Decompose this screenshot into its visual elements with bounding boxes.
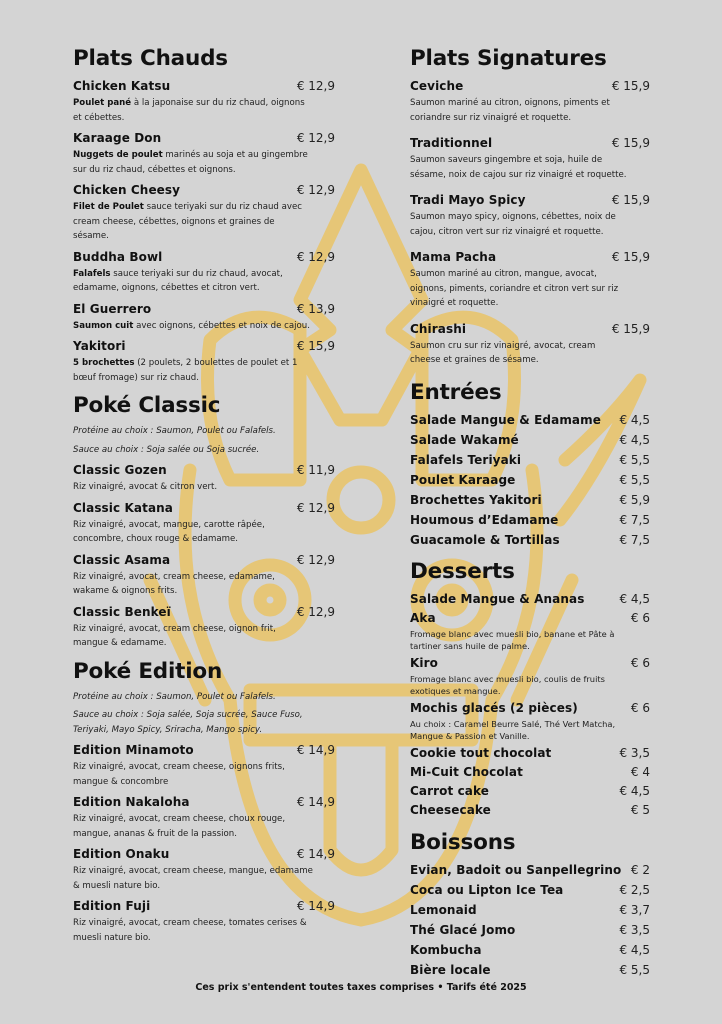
item-price: € 4,5	[619, 591, 650, 606]
item-name: Traditionnel	[410, 136, 493, 150]
item-description	[73, 916, 335, 945]
item-price: € 4,5	[619, 412, 650, 427]
item-name: Chicken Katsu	[73, 79, 171, 93]
section-title: Entrées	[410, 379, 502, 405]
section-title: Poké Classic	[73, 393, 221, 418]
menu-item	[410, 801, 650, 820]
item-price: € 6	[630, 610, 650, 625]
menu-item	[410, 134, 650, 153]
item-description-text: Au choix : Caramel Beurre Salé, Thé Vert Matcha, Mangue & Passion et Vanille.	[410, 718, 616, 741]
menu-section	[73, 657, 335, 946]
menu-item	[73, 551, 335, 570]
item-description	[73, 356, 335, 385]
section-title: Boissons	[410, 829, 516, 855]
item-price: € 7,5	[619, 512, 650, 527]
menu-item	[410, 77, 650, 96]
item-name: Edition Nakaloha	[73, 795, 190, 809]
item-price: € 2,5	[619, 882, 650, 897]
menu-item	[410, 511, 650, 531]
item-name: Classic Gozen	[73, 463, 167, 477]
item-description	[73, 267, 335, 296]
item-description-text: Saumon cru sur riz vinaigré, avocat, cream cheese et graines de sésame.	[410, 340, 596, 365]
item-description	[73, 812, 335, 841]
item-price: € 15,9	[611, 193, 650, 207]
item-price: € 11,9	[296, 463, 335, 477]
item-description-text: (2 poulets, 2 boulettes de poulet et 1 bœuf fromage) sur riz chaud.	[73, 358, 298, 383]
item-price: € 12,9	[296, 604, 335, 619]
item-price: € 3,5	[619, 745, 650, 760]
item-name: Cheesecake	[410, 802, 491, 817]
item-description-highlight: 5 brochettes	[73, 358, 135, 368]
item-name: Chicken Cheesy	[73, 183, 181, 197]
item-description	[410, 153, 650, 182]
item-price: € 14,9	[296, 899, 335, 913]
item-price: € 7,5	[619, 532, 650, 547]
menu-item	[410, 744, 650, 763]
menu-item	[73, 129, 335, 148]
item-name: Salade Mangue & Edamame	[410, 412, 601, 427]
item-price: € 4,5	[619, 783, 650, 798]
item-price: € 15,9	[611, 136, 650, 150]
item-name: Cookie tout chocolat	[410, 745, 552, 760]
menu-item	[73, 248, 335, 267]
section-intro: Protéine au choix : Saumon, Poulet ou Falafels.	[73, 691, 276, 702]
item-description-text: Saumon mariné au citron, oignons, piments et coriandre sur riz vinaigré et roquette.	[410, 98, 610, 123]
item-description-text: Saumon mayo spicy, oignons, cébettes, noix de cajou, citron vert sur riz vinaigré et roquette.	[410, 212, 616, 237]
menu-item	[410, 763, 650, 782]
menu-item	[410, 609, 650, 628]
item-description	[73, 622, 335, 651]
item-price: € 14,9	[296, 795, 335, 809]
menu-item	[410, 451, 650, 471]
menu-item	[410, 411, 650, 431]
menu-item	[410, 861, 650, 881]
item-description-text: Riz vinaigré, avocat, cream cheese, choux rouge, mangue, ananas & fruit de la passion.	[73, 814, 286, 839]
item-description-text: à la japonaise sur du riz chaud, oignons et cébettes.	[73, 98, 305, 123]
item-description	[410, 628, 650, 653]
menu-item	[410, 248, 650, 267]
item-name: Evian, Badoit ou Sanpellegrino	[410, 862, 622, 877]
menu-item	[410, 961, 650, 981]
item-price: € 15,9	[296, 339, 335, 353]
item-description	[73, 518, 335, 547]
menu-item	[73, 77, 335, 96]
item-description-highlight: Nuggets de poulet	[73, 150, 163, 160]
item-description	[73, 480, 335, 495]
item-price: € 3,7	[619, 902, 650, 917]
item-description	[73, 570, 335, 599]
item-description	[73, 200, 335, 244]
item-description-text: Saumon saveurs gingembre et soja, huile de sésame, noix de cajou sur riz vinaigré et roquette.	[410, 155, 627, 180]
item-price: € 5,5	[619, 452, 650, 467]
item-description	[410, 339, 650, 368]
item-price: € 13,9	[296, 301, 335, 316]
item-price: € 3,5	[619, 922, 650, 937]
right-column	[410, 44, 650, 981]
item-name: Karaage Don	[73, 131, 162, 145]
menu-item	[410, 782, 650, 801]
item-description	[410, 267, 650, 311]
item-price: € 14,9	[296, 847, 335, 861]
menu-section	[73, 391, 335, 651]
item-description-text: Riz vinaigré, avocat, mangue, carotte râpée, concombre, choux rouge & edamame.	[73, 519, 265, 544]
item-name: Coca ou Lipton Ice Tea	[410, 882, 564, 897]
item-name: Houmous d’Edamame	[410, 512, 559, 527]
item-name: Edition Onaku	[73, 847, 170, 861]
item-price: € 4	[630, 764, 650, 779]
item-name: Classic Katana	[73, 500, 173, 515]
menu-item	[410, 531, 650, 551]
item-name: Buddha Bowl	[73, 249, 163, 264]
item-name: Yakitori	[73, 339, 126, 353]
item-price: € 15,9	[611, 79, 650, 93]
item-description-highlight: Filet de Poulet	[73, 202, 144, 212]
item-price: € 2	[630, 862, 650, 877]
item-name: Edition Fuji	[73, 899, 151, 913]
item-price: € 15,9	[611, 250, 650, 264]
menu-section	[410, 557, 650, 820]
item-name: Tradi Mayo Spicy	[410, 193, 526, 207]
item-price: € 12,9	[296, 79, 335, 93]
item-description-highlight: Poulet pané	[73, 98, 132, 108]
item-name: Lemonaid	[410, 902, 477, 917]
menu-item	[73, 461, 335, 480]
menu-item	[410, 654, 650, 673]
menu-section	[73, 44, 335, 385]
item-name: Brochettes Yakitori	[410, 492, 542, 507]
menu-item	[410, 431, 650, 451]
menu-item	[73, 793, 335, 812]
menu-section	[410, 828, 650, 981]
footer-note: Ces prix s'entendent toutes taxes comprises • Tarifs été 2025	[195, 982, 527, 993]
item-description	[73, 864, 335, 893]
item-description-highlight: Saumon cuit	[73, 320, 134, 331]
item-description-text: Riz vinaigré, avocat, cream cheese, mangue, edamame & muesli nature bio.	[73, 866, 313, 891]
item-name: Thé Glacé Jomo	[410, 922, 516, 937]
menu-item	[73, 603, 335, 622]
item-description	[410, 210, 650, 239]
menu-item	[410, 320, 650, 339]
item-name: Poulet Karaage	[410, 472, 516, 487]
item-price: € 12,9	[296, 500, 335, 515]
item-description	[73, 96, 335, 125]
item-description-text: Fromage blanc avec muesli bio, coulis de fruits exotiques et mangue.	[410, 673, 605, 696]
section-title: Plats Signatures	[410, 46, 607, 71]
section-intro: Protéine au choix : Saumon, Poulet ou Falafels.	[73, 426, 276, 436]
menu-item	[410, 471, 650, 491]
item-name: Classic Benkeï	[73, 604, 171, 619]
item-price: € 15,9	[611, 321, 650, 336]
item-price: € 5,5	[619, 472, 650, 487]
menu-item	[73, 181, 335, 200]
item-name: Carrot cake	[410, 783, 490, 798]
item-description-text: Fromage blanc avec muesli bio, banane et Pâte à tartiner sans huile de palme.	[410, 628, 615, 651]
item-name: Edition Minamoto	[73, 743, 194, 757]
item-description-text: avec oignons, cébettes et noix de cajou.	[133, 320, 310, 331]
item-name: Aka	[410, 610, 436, 625]
menu-item	[410, 491, 650, 511]
item-description-text: Riz vinaigré, avocat, cream cheese, oignons frits, mangue & concombre	[73, 762, 285, 787]
menu-item	[410, 921, 650, 941]
item-name: Mochis glacés (2 pièces)	[410, 700, 578, 715]
item-description	[73, 148, 335, 177]
item-name: Kiro	[410, 655, 438, 670]
menu-item	[410, 901, 650, 921]
item-description	[410, 96, 650, 125]
item-description-text: sauce teriyaki sur du riz chaud avec cream cheese, cébettes, oignons et graines de sésame.	[73, 202, 302, 241]
menu-item	[73, 741, 335, 760]
item-description	[73, 760, 335, 789]
item-price: € 12,9	[296, 249, 335, 264]
item-name: Guacamole & Tortillas	[410, 532, 560, 547]
menu-item	[73, 300, 335, 319]
item-name: Falafels Teriyaki	[410, 452, 522, 467]
left-column	[73, 44, 335, 949]
item-description-text: Riz vinaigré, avocat, cream cheese, oignon frit, mangue & edamame.	[73, 623, 276, 648]
item-price: € 14,9	[296, 743, 335, 757]
section-title: Plats Chauds	[73, 46, 228, 71]
item-description-highlight: Falafels	[73, 268, 111, 279]
item-price: € 6	[630, 700, 650, 715]
item-price: € 5,5	[619, 962, 650, 977]
menu-item	[73, 897, 335, 916]
section-title: Poké Edition	[73, 658, 223, 684]
menu-item	[73, 845, 335, 864]
item-description-text: Riz vinaigré, avocat & citron vert.	[73, 482, 218, 492]
item-name: Bière locale	[410, 962, 491, 977]
menu-item	[73, 337, 335, 356]
item-price: € 6	[630, 655, 650, 670]
item-description	[410, 718, 650, 743]
menu-section	[410, 378, 650, 551]
item-description-text: Riz vinaigré, avocat, cream cheese, edamame, wakame & oignons frits.	[73, 571, 275, 596]
item-description-text: Saumon mariné au citron, mangue, avocat, oignons, piments, coriandre et citron vert sur riz vinaigré et roquette.	[410, 269, 619, 308]
menu-item	[73, 499, 335, 518]
item-name: El Guerrero	[73, 301, 152, 316]
item-price: € 12,9	[296, 552, 335, 567]
menu-item	[410, 941, 650, 961]
item-price: € 4,5	[619, 942, 650, 957]
item-price: € 5	[630, 802, 650, 817]
item-price: € 4,5	[619, 432, 650, 447]
section-title: Desserts	[410, 558, 515, 584]
item-description-text: Riz vinaigré, avocat, cream cheese, tomates cerises & muesli nature bio.	[73, 918, 307, 943]
menu-item	[410, 590, 650, 609]
item-name: Mama Pacha	[410, 250, 497, 264]
item-name: Mi-Cuit Chocolat	[410, 764, 523, 779]
menu-item	[410, 699, 650, 718]
menu-item	[410, 881, 650, 901]
menu-section	[410, 44, 650, 368]
menu-item	[410, 191, 650, 210]
item-price: € 12,9	[296, 183, 335, 197]
item-name: Salade Mangue & Ananas	[410, 591, 585, 606]
item-description	[73, 319, 335, 334]
section-intro: Sauce au choix : Soja salée, Soja sucrée, Sauce Fuso, Teriyaki, Mayo Spicy, Sriracha, Mango spicy.	[73, 710, 303, 735]
item-price: € 5,9	[619, 492, 650, 507]
item-price: € 12,9	[296, 131, 335, 145]
item-name: Salade Wakamé	[410, 432, 519, 447]
item-name: Kombucha	[410, 942, 482, 957]
item-name: Ceviche	[410, 79, 464, 93]
section-intro: Sauce au choix : Soja salée ou Soja sucrée.	[73, 444, 260, 455]
item-name: Chirashi	[410, 321, 467, 336]
item-description	[410, 673, 650, 698]
item-name: Classic Asama	[73, 552, 171, 567]
item-description-text: marinés au soja et au gingembre sur du riz chaud, cébettes et oignons.	[73, 150, 308, 175]
item-description-text: sauce teriyaki sur du riz chaud, avocat, edamame, oignons, cébettes et citron vert.	[73, 268, 283, 293]
